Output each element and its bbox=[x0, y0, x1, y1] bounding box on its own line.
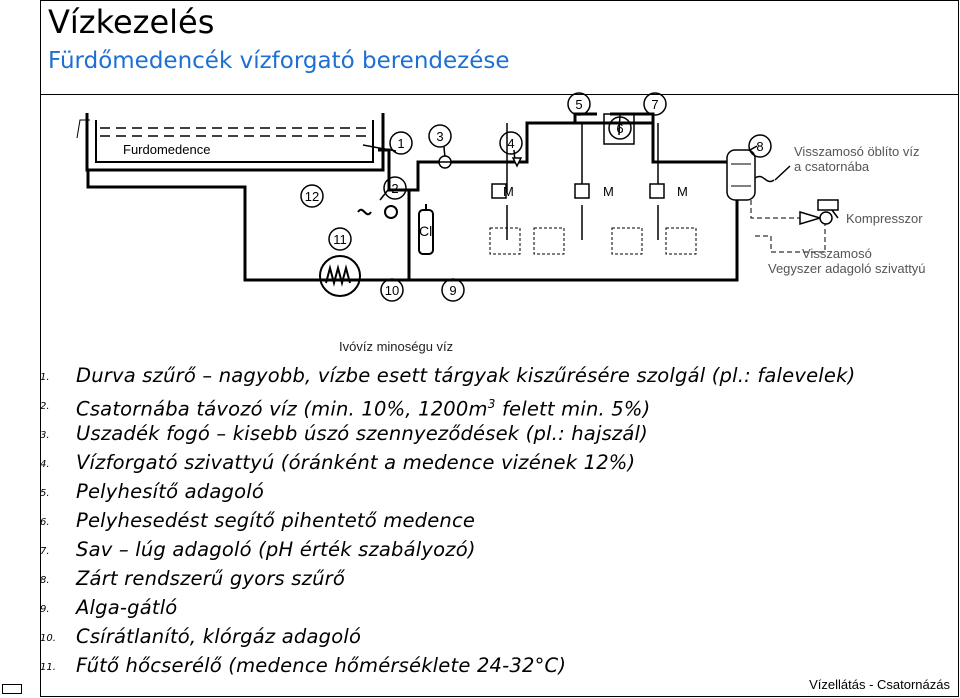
number-12: 12 bbox=[304, 189, 320, 204]
dosing-tanks bbox=[490, 228, 696, 254]
motor-boxes bbox=[492, 184, 664, 198]
label-backwash-pump-1: Visszamosó bbox=[802, 246, 872, 261]
label-backwash-2: a csatornába bbox=[794, 159, 870, 174]
number-1: 1 bbox=[397, 136, 405, 151]
heat-exchanger-11 bbox=[320, 256, 360, 296]
number-9: 9 bbox=[449, 283, 457, 298]
number-7: 7 bbox=[651, 97, 659, 112]
compressor-line bbox=[751, 200, 825, 252]
pool-water-surface bbox=[100, 128, 370, 136]
motor-label-2: M bbox=[603, 184, 614, 199]
number-8: 8 bbox=[756, 139, 764, 154]
slide-nav-box[interactable] bbox=[2, 684, 22, 694]
number-4: 4 bbox=[507, 136, 515, 151]
number-11: 11 bbox=[333, 232, 347, 247]
sand-filter-8 bbox=[727, 150, 755, 200]
slide-footer: Vízellátás - Csatornázás bbox=[809, 677, 950, 692]
label-drinking-water: Ivóvíz minoségu víz bbox=[339, 339, 454, 354]
number-6: 6 bbox=[616, 121, 624, 136]
label-backwash-pump-2: Vegyszer adagoló szivattyú bbox=[768, 261, 926, 276]
side-labels bbox=[768, 144, 926, 276]
slide-title: Vízkezelés bbox=[48, 3, 215, 41]
labels-leaders bbox=[363, 114, 757, 200]
backwash-outlet bbox=[755, 166, 790, 182]
motor-label-1: M bbox=[503, 184, 514, 199]
compressor-symbol bbox=[800, 200, 838, 224]
number-5: 5 bbox=[575, 97, 583, 112]
label-backwash-1: Visszamosó öblíto víz bbox=[794, 144, 920, 159]
slide-subtitle: Fürdőmedencék vízforgató berendezése bbox=[48, 48, 510, 74]
chlorine-label: Cl bbox=[419, 223, 433, 239]
number-3: 3 bbox=[436, 129, 444, 144]
label-compressor: Kompresszor bbox=[846, 211, 923, 226]
main-pipework bbox=[88, 114, 737, 280]
number-2: 2 bbox=[391, 181, 399, 196]
number-10: 10 bbox=[384, 283, 400, 298]
motor-label-3: M bbox=[677, 184, 688, 199]
pool-label: Furdomedence bbox=[123, 142, 211, 157]
dosing-lines bbox=[507, 123, 658, 240]
